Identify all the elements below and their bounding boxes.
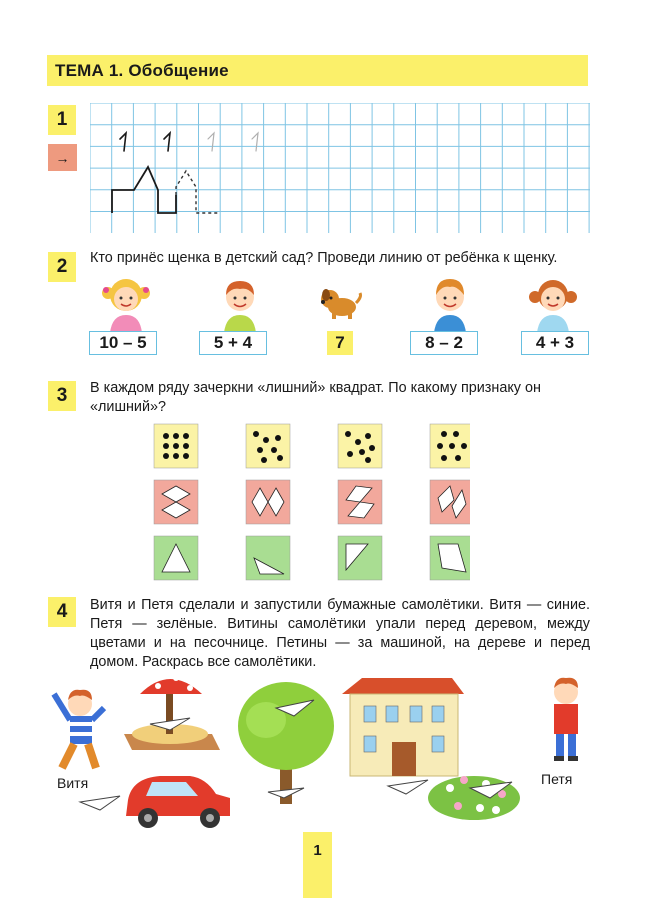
rhombus-tile (154, 480, 198, 524)
writing-grid (90, 103, 590, 233)
boy-child-illustration (422, 273, 478, 333)
dice-tile-seven (430, 424, 470, 468)
task-number-1: 1 (48, 105, 76, 135)
triangle-row (154, 536, 470, 580)
task4-text: Витя и Петя сделали и запустили бумажные самолётики. Витя — синие. Петя — зелёные. Витины самолётики упали перед деревом, между цветами и на песочнице. Петины — за машиной, на дереве и перед домом. Раскрась все самолётики. (90, 597, 590, 670)
vitya-illustration (54, 690, 104, 768)
house-illustration (342, 678, 464, 776)
rhombus-tile (338, 480, 382, 524)
boy-child-illustration (212, 273, 268, 333)
dice-row (154, 424, 470, 468)
task-number-4: 4 (48, 597, 76, 627)
number-one-samples (120, 133, 170, 151)
paper-plane-icon (388, 780, 428, 794)
quadrilateral-tile (430, 536, 470, 580)
odd-one-out-squares (150, 420, 470, 584)
page-number: 1 (313, 842, 322, 859)
expression-box-4: 4 + 3 (521, 331, 589, 355)
triangle-tile (154, 536, 198, 580)
puppy-number-box: 7 (327, 331, 353, 355)
dice-tile-seven (338, 424, 382, 468)
rhombus-row (154, 480, 470, 524)
task3-text: В каждом ряду зачеркни «лишний» квадрат. По какому признаку он «лишний»? (90, 380, 541, 415)
rhombus-tile (430, 480, 470, 524)
triangle-tile (246, 536, 290, 580)
task-number-2: 2 (48, 252, 76, 282)
paper-plane-icon (80, 796, 120, 810)
arrow-icon: → (48, 144, 77, 171)
expression-box-1: 10 – 5 (89, 331, 157, 355)
vitya-label: Витя (57, 775, 89, 791)
paper-planes-scene (40, 664, 600, 840)
girl-child-illustration (525, 273, 581, 333)
task2-text: Кто принёс щенка в детский сад? Проведи линию от ребёнка к щенку. (90, 250, 558, 266)
tree-illustration (238, 682, 334, 804)
dice-tile-nine (154, 424, 198, 468)
task-number-3: 3 (48, 381, 76, 411)
triangle-tile (338, 536, 382, 580)
puppy-illustration (316, 285, 364, 321)
paper-plane-icon (268, 788, 304, 798)
expression-box-3: 8 – 2 (410, 331, 478, 355)
expression-box-2: 5 + 4 (199, 331, 267, 355)
dice-tile-seven (246, 424, 290, 468)
number-one-traces (208, 133, 258, 151)
car-illustration (126, 776, 230, 828)
sandbox-illustration (124, 675, 220, 750)
petya-illustration (554, 678, 578, 761)
girl-child-illustration (98, 273, 154, 333)
petya-label: Петя (541, 771, 573, 787)
topic-title: ТЕМА 1. Обобщение (55, 61, 229, 80)
rhombus-tile (246, 480, 290, 524)
